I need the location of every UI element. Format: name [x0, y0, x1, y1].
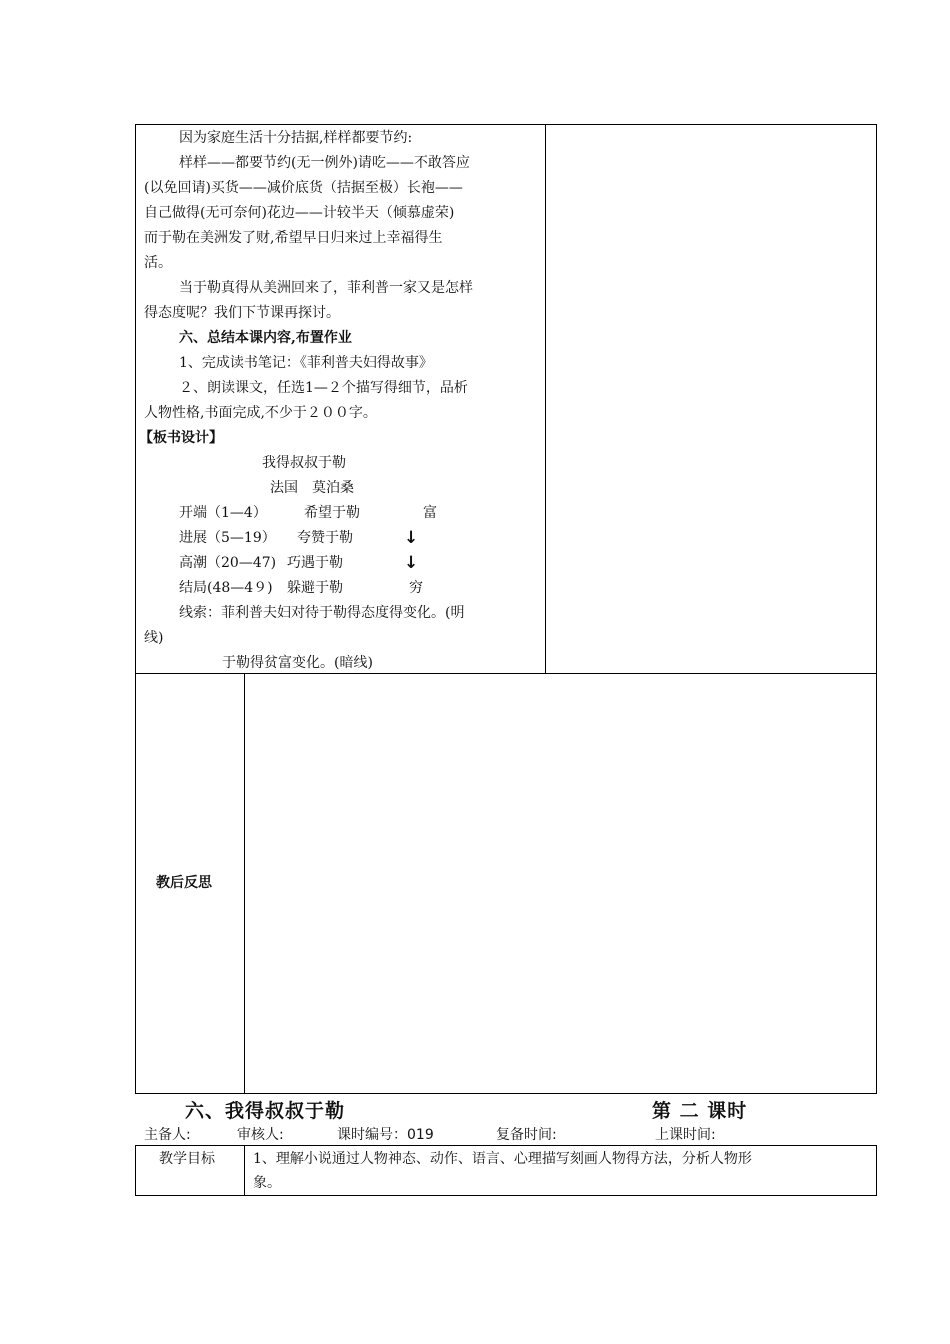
down-arrow-icon: ↓ — [404, 553, 419, 573]
board-row-desc: 躲避于勒 — [287, 580, 343, 596]
board-row-part: 开端（1—4） — [179, 505, 267, 521]
goal-table-border-top — [135, 1145, 877, 1146]
lesson-line: 人物性格,书面完成,不少于２００字。 — [144, 405, 377, 421]
board-row-part: 高潮（20—47) — [179, 555, 277, 571]
notes-cell — [546, 125, 876, 673]
prep-time-label: 复备时间: — [496, 1127, 557, 1143]
lesson-line: (以免回请)买货——减价底货（拮据至极）长袍—— — [144, 180, 463, 196]
goal-table-column-divider — [244, 1145, 245, 1196]
reviewer-label: 审核人: — [237, 1127, 284, 1143]
board-row-part: 结局(48—4９) — [179, 580, 273, 596]
board-row-desc: 希望于勒 — [304, 505, 360, 521]
lesson-number: 课时编号：019 — [337, 1127, 434, 1143]
board-row-mark: 富 — [423, 505, 437, 521]
board-clue-line: 线) — [144, 630, 164, 646]
goal-table-border-bottom — [135, 1195, 877, 1196]
lesson-line: 自己做得(无可奈何)花边——计较半天（倾慕虚荣) — [144, 205, 455, 221]
board-author: 法国 莫泊桑 — [270, 480, 354, 496]
homework-item: ２、朗读课文，任选1—２个描写得细节，品析 — [179, 380, 468, 396]
reflection-content-cell — [245, 674, 876, 1093]
lesson-line: 而于勒在美洲发了财,希望早日归来过上幸福得生 — [144, 230, 443, 246]
goal-text-line: 1、理解小说通过人物神态、动作、语言、心理描写刻画人物得方法，分析人物形 — [253, 1151, 752, 1167]
table-border-left — [135, 124, 136, 1094]
table-border-right — [876, 124, 877, 1094]
board-title: 我得叔叔于勒 — [262, 455, 346, 471]
lesson-line: 得态度呢？我们下节课再探讨。 — [144, 305, 340, 321]
period-label: 第 二 课时 — [652, 1100, 748, 1122]
lesson-line: 活。 — [144, 255, 172, 271]
reflection-label: 教后反思 — [156, 875, 212, 891]
board-row-part: 进展（5—19） — [179, 530, 276, 546]
down-arrow-icon: ↓ — [404, 528, 419, 548]
homework-item: 1、完成读书笔记：《菲利普夫妇得故事》 — [179, 355, 433, 371]
goal-table-border-right — [876, 1145, 877, 1196]
board-row-mark: 穷 — [409, 580, 423, 596]
class-time-label: 上课时间: — [655, 1127, 716, 1143]
board-clue-line: 线索：菲利普夫妇对待于勒得态度得变化。(明 — [179, 605, 465, 621]
next-lesson-title: 六、我得叔叔于勒 — [185, 1100, 346, 1122]
goal-table-border-left — [135, 1145, 136, 1196]
board-design-heading: 【板书设计】 — [139, 430, 223, 446]
board-clue-line: 于勒得贫富变化。(暗线) — [222, 655, 373, 671]
table-border-bottom — [135, 1093, 877, 1094]
lesson-line: 样样——都要节约(无一例外)请吃——不敢答应 — [179, 155, 470, 171]
lesson-line: 因为家庭生活十分拮据,样样都要节约: — [179, 130, 413, 146]
board-row-desc: 夸赞于勒 — [297, 530, 353, 546]
section-heading: 六、总结本课内容,布置作业 — [179, 330, 352, 346]
goal-text-line: 象。 — [253, 1175, 281, 1191]
board-row-desc: 巧遇于勒 — [287, 555, 343, 571]
lesson-line: 当于勒真得从美洲回来了，菲利普一家又是怎样 — [179, 280, 473, 296]
preparer-label: 主备人: — [144, 1127, 191, 1143]
goal-label: 教学目标 — [159, 1151, 215, 1167]
